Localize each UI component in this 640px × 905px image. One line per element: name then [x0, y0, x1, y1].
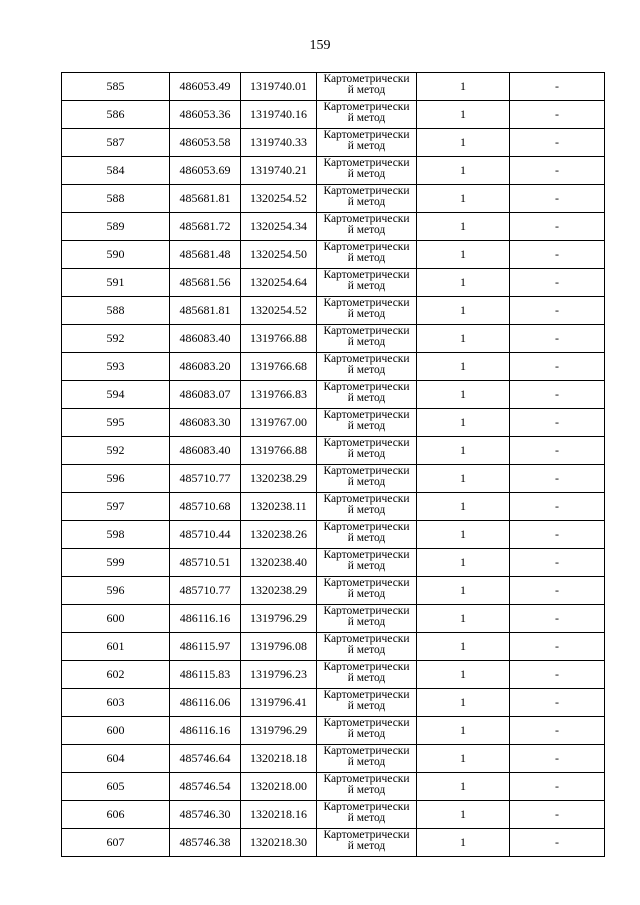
method-text-line2: й метод: [347, 196, 386, 208]
method-text-line2: й метод: [347, 616, 386, 628]
method-cell: [317, 101, 417, 129]
y-coordinate-cell: 1320238.26: [241, 521, 317, 549]
point-number-cell: 594: [62, 381, 170, 409]
accuracy-cell: 1: [417, 297, 510, 325]
x-coordinate-cell: 486053.49: [170, 73, 241, 101]
method-cell: [317, 801, 417, 829]
method-cell: [317, 773, 417, 801]
point-number-cell: 603: [62, 689, 170, 717]
point-number-cell: 591: [62, 269, 170, 297]
x-coordinate-cell: 485681.56: [170, 269, 241, 297]
method-text-line1: Картометрически: [323, 381, 410, 393]
method-text-line1: Картометрически: [323, 717, 410, 729]
method-text-line1: Картометрически: [323, 493, 410, 505]
y-coordinate-cell: 1319740.16: [241, 101, 317, 129]
method-text-line2: й метод: [347, 112, 386, 124]
accuracy-cell: 1: [417, 129, 510, 157]
method-cell: [317, 409, 417, 437]
table-row: [62, 129, 605, 157]
y-coordinate-cell: 1320254.52: [241, 297, 317, 325]
x-coordinate-cell: 485710.51: [170, 549, 241, 577]
accuracy-cell: 1: [417, 745, 510, 773]
accuracy-cell: 1: [417, 101, 510, 129]
x-coordinate-cell: 486083.07: [170, 381, 241, 409]
method-cell: [317, 353, 417, 381]
note-cell: -: [510, 101, 605, 129]
method-text-line1: Картометрически: [323, 157, 410, 169]
table-row: [62, 549, 605, 577]
method-text-line1: Картометрически: [323, 549, 410, 561]
y-coordinate-cell: 1319796.29: [241, 605, 317, 633]
table-row: [62, 577, 605, 605]
note-cell: -: [510, 689, 605, 717]
accuracy-cell: 1: [417, 717, 510, 745]
method-text-line2: й метод: [347, 560, 386, 572]
accuracy-cell: 1: [417, 157, 510, 185]
point-number-cell: 592: [62, 325, 170, 353]
method-text-line2: й метод: [347, 756, 386, 768]
point-number-cell: 588: [62, 185, 170, 213]
point-number-cell: 596: [62, 465, 170, 493]
accuracy-cell: 1: [417, 185, 510, 213]
method-text-line1: Картометрически: [323, 437, 410, 449]
method-cell: [317, 633, 417, 661]
table-row: [62, 661, 605, 689]
method-text-line2: й метод: [347, 840, 386, 852]
x-coordinate-cell: 485746.64: [170, 745, 241, 773]
note-cell: -: [510, 493, 605, 521]
accuracy-cell: 1: [417, 605, 510, 633]
method-text-line2: й метод: [347, 448, 386, 460]
table-row: [62, 353, 605, 381]
table-row: [62, 409, 605, 437]
x-coordinate-cell: 485681.81: [170, 185, 241, 213]
y-coordinate-cell: 1319740.01: [241, 73, 317, 101]
method-cell: [317, 465, 417, 493]
table-row: [62, 269, 605, 297]
method-text-line2: й метод: [347, 336, 386, 348]
y-coordinate-cell: 1319796.23: [241, 661, 317, 689]
y-coordinate-cell: 1320238.29: [241, 577, 317, 605]
x-coordinate-cell: 485710.44: [170, 521, 241, 549]
method-text-line1: Картометрически: [323, 661, 410, 673]
accuracy-cell: 1: [417, 633, 510, 661]
method-cell: [317, 73, 417, 101]
x-coordinate-cell: 485746.30: [170, 801, 241, 829]
method-text-line1: Картометрически: [323, 829, 410, 841]
x-coordinate-cell: 486053.58: [170, 129, 241, 157]
table-row: [62, 185, 605, 213]
table-row: [62, 605, 605, 633]
method-cell: [317, 577, 417, 605]
point-number-cell: 600: [62, 605, 170, 633]
table-row: [62, 493, 605, 521]
accuracy-cell: 1: [417, 689, 510, 717]
method-text-line2: й метод: [347, 728, 386, 740]
point-number-cell: 597: [62, 493, 170, 521]
method-text-line2: й метод: [347, 672, 386, 684]
method-cell: [317, 605, 417, 633]
table-row: [62, 73, 605, 101]
table-row: [62, 241, 605, 269]
method-text-line1: Картометрически: [323, 297, 410, 309]
point-number-cell: 605: [62, 773, 170, 801]
note-cell: -: [510, 577, 605, 605]
x-coordinate-cell: 486116.06: [170, 689, 241, 717]
note-cell: -: [510, 717, 605, 745]
coordinates-table: [61, 72, 605, 857]
y-coordinate-cell: 1319766.83: [241, 381, 317, 409]
method-text-line1: Картометрически: [323, 101, 410, 113]
point-number-cell: 588: [62, 297, 170, 325]
x-coordinate-cell: 486083.30: [170, 409, 241, 437]
y-coordinate-cell: 1320254.50: [241, 241, 317, 269]
point-number-cell: 587: [62, 129, 170, 157]
x-coordinate-cell: 486115.97: [170, 633, 241, 661]
note-cell: -: [510, 801, 605, 829]
y-coordinate-cell: 1319796.08: [241, 633, 317, 661]
method-text-line2: й метод: [347, 224, 386, 236]
note-cell: -: [510, 269, 605, 297]
y-coordinate-cell: 1320238.29: [241, 465, 317, 493]
method-text-line2: й метод: [347, 420, 386, 432]
x-coordinate-cell: 485681.81: [170, 297, 241, 325]
y-coordinate-cell: 1320254.52: [241, 185, 317, 213]
x-coordinate-cell: 485746.54: [170, 773, 241, 801]
point-number-cell: 598: [62, 521, 170, 549]
accuracy-cell: 1: [417, 213, 510, 241]
x-coordinate-cell: 486116.16: [170, 605, 241, 633]
point-number-cell: 584: [62, 157, 170, 185]
method-text-line1: Картометрически: [323, 241, 410, 253]
method-cell: [317, 493, 417, 521]
y-coordinate-cell: 1320218.00: [241, 773, 317, 801]
accuracy-cell: 1: [417, 829, 510, 857]
method-text-line1: Картометрически: [323, 465, 410, 477]
method-cell: [317, 129, 417, 157]
table-row: [62, 745, 605, 773]
point-number-cell: 593: [62, 353, 170, 381]
accuracy-cell: 1: [417, 241, 510, 269]
x-coordinate-cell: 486083.40: [170, 437, 241, 465]
table-row: [62, 297, 605, 325]
x-coordinate-cell: 486083.20: [170, 353, 241, 381]
y-coordinate-cell: 1319766.88: [241, 437, 317, 465]
note-cell: -: [510, 129, 605, 157]
y-coordinate-cell: 1320254.34: [241, 213, 317, 241]
method-cell: [317, 269, 417, 297]
method-cell: [317, 297, 417, 325]
method-text-line2: й метод: [347, 784, 386, 796]
method-text-line2: й метод: [347, 308, 386, 320]
method-text-line1: Картометрически: [323, 605, 410, 617]
table-row: [62, 213, 605, 241]
point-number-cell: 602: [62, 661, 170, 689]
method-text-line2: й метод: [347, 280, 386, 292]
note-cell: -: [510, 297, 605, 325]
x-coordinate-cell: 486115.83: [170, 661, 241, 689]
x-coordinate-cell: 485710.77: [170, 465, 241, 493]
method-text-line1: Картометрически: [323, 633, 410, 645]
method-cell: [317, 521, 417, 549]
note-cell: -: [510, 185, 605, 213]
accuracy-cell: 1: [417, 521, 510, 549]
x-coordinate-cell: 485746.38: [170, 829, 241, 857]
note-cell: -: [510, 773, 605, 801]
accuracy-cell: 1: [417, 773, 510, 801]
table-row: [62, 325, 605, 353]
accuracy-cell: 1: [417, 409, 510, 437]
method-cell: [317, 829, 417, 857]
method-text-line2: й метод: [347, 504, 386, 516]
method-text-line1: Картометрически: [323, 745, 410, 757]
method-text-line2: й метод: [347, 252, 386, 264]
y-coordinate-cell: 1320218.30: [241, 829, 317, 857]
y-coordinate-cell: 1319796.29: [241, 717, 317, 745]
method-text-line2: й метод: [347, 364, 386, 376]
method-text-line1: Картометрически: [323, 409, 410, 421]
x-coordinate-cell: 485710.77: [170, 577, 241, 605]
method-text-line1: Картометрически: [323, 773, 410, 785]
table-row: [62, 829, 605, 857]
note-cell: -: [510, 437, 605, 465]
accuracy-cell: 1: [417, 381, 510, 409]
method-text-line2: й метод: [347, 476, 386, 488]
method-cell: [317, 689, 417, 717]
method-cell: [317, 157, 417, 185]
note-cell: -: [510, 381, 605, 409]
note-cell: -: [510, 353, 605, 381]
method-text-line1: Картометрически: [323, 129, 410, 141]
accuracy-cell: 1: [417, 549, 510, 577]
method-text-line1: Картометрически: [323, 213, 410, 225]
table-row: [62, 801, 605, 829]
point-number-cell: 585: [62, 73, 170, 101]
x-coordinate-cell: 486083.40: [170, 325, 241, 353]
table-row: [62, 633, 605, 661]
method-text-line2: й метод: [347, 588, 386, 600]
method-cell: [317, 745, 417, 773]
accuracy-cell: 1: [417, 353, 510, 381]
y-coordinate-cell: 1320254.64: [241, 269, 317, 297]
x-coordinate-cell: 485681.48: [170, 241, 241, 269]
coordinates-table-body: [62, 73, 605, 857]
method-text-line1: Картометрически: [323, 577, 410, 589]
note-cell: -: [510, 325, 605, 353]
note-cell: -: [510, 549, 605, 577]
y-coordinate-cell: 1319740.33: [241, 129, 317, 157]
x-coordinate-cell: 485710.68: [170, 493, 241, 521]
accuracy-cell: 1: [417, 437, 510, 465]
accuracy-cell: 1: [417, 465, 510, 493]
note-cell: -: [510, 157, 605, 185]
method-cell: [317, 717, 417, 745]
note-cell: -: [510, 829, 605, 857]
method-text-line1: Картометрически: [323, 185, 410, 197]
table-row: [62, 689, 605, 717]
method-cell: [317, 549, 417, 577]
table-row: [62, 381, 605, 409]
table-row: [62, 101, 605, 129]
y-coordinate-cell: 1320238.11: [241, 493, 317, 521]
point-number-cell: 596: [62, 577, 170, 605]
point-number-cell: 600: [62, 717, 170, 745]
point-number-cell: 604: [62, 745, 170, 773]
table-row: [62, 773, 605, 801]
note-cell: -: [510, 633, 605, 661]
method-text-line1: Картометрически: [323, 269, 410, 281]
method-text-line2: й метод: [347, 700, 386, 712]
method-cell: [317, 241, 417, 269]
note-cell: -: [510, 465, 605, 493]
method-cell: [317, 437, 417, 465]
accuracy-cell: 1: [417, 269, 510, 297]
accuracy-cell: 1: [417, 325, 510, 353]
y-coordinate-cell: 1320218.16: [241, 801, 317, 829]
y-coordinate-cell: 1319766.68: [241, 353, 317, 381]
method-text-line2: й метод: [347, 532, 386, 544]
point-number-cell: 599: [62, 549, 170, 577]
note-cell: -: [510, 73, 605, 101]
y-coordinate-cell: 1319796.41: [241, 689, 317, 717]
method-text-line2: й метод: [347, 168, 386, 180]
note-cell: -: [510, 409, 605, 437]
method-text-line2: й метод: [347, 140, 386, 152]
method-text-line2: й метод: [347, 644, 386, 656]
point-number-cell: 595: [62, 409, 170, 437]
accuracy-cell: 1: [417, 493, 510, 521]
table-row: [62, 717, 605, 745]
method-cell: [317, 661, 417, 689]
accuracy-cell: 1: [417, 801, 510, 829]
note-cell: -: [510, 605, 605, 633]
method-text-line1: Картометрически: [323, 521, 410, 533]
x-coordinate-cell: 486116.16: [170, 717, 241, 745]
method-cell: [317, 325, 417, 353]
table-row: [62, 157, 605, 185]
y-coordinate-cell: 1320218.18: [241, 745, 317, 773]
x-coordinate-cell: 486053.36: [170, 101, 241, 129]
method-cell: [317, 185, 417, 213]
method-text-line2: й метод: [347, 84, 386, 96]
table-row: [62, 437, 605, 465]
table-row: [62, 465, 605, 493]
method-text-line1: Картометрически: [323, 73, 410, 85]
x-coordinate-cell: 485681.72: [170, 213, 241, 241]
point-number-cell: 606: [62, 801, 170, 829]
method-text-line1: Картометрически: [323, 325, 410, 337]
note-cell: -: [510, 241, 605, 269]
note-cell: -: [510, 521, 605, 549]
y-coordinate-cell: 1319766.88: [241, 325, 317, 353]
method-cell: [317, 213, 417, 241]
table-row: [62, 521, 605, 549]
y-coordinate-cell: 1319767.00: [241, 409, 317, 437]
point-number-cell: 586: [62, 101, 170, 129]
point-number-cell: 589: [62, 213, 170, 241]
x-coordinate-cell: 486053.69: [170, 157, 241, 185]
accuracy-cell: 1: [417, 577, 510, 605]
method-cell: [317, 381, 417, 409]
method-text-line2: й метод: [347, 812, 386, 824]
accuracy-cell: 1: [417, 73, 510, 101]
note-cell: -: [510, 661, 605, 689]
y-coordinate-cell: 1319740.21: [241, 157, 317, 185]
note-cell: -: [510, 213, 605, 241]
page-number: 159: [309, 38, 331, 53]
y-coordinate-cell: 1320238.40: [241, 549, 317, 577]
point-number-cell: 607: [62, 829, 170, 857]
note-cell: -: [510, 745, 605, 773]
point-number-cell: 592: [62, 437, 170, 465]
method-text-line1: Картометрически: [323, 353, 410, 365]
point-number-cell: 601: [62, 633, 170, 661]
method-text-line1: Картометрически: [323, 689, 410, 701]
point-number-cell: 590: [62, 241, 170, 269]
method-text-line2: й метод: [347, 392, 386, 404]
accuracy-cell: 1: [417, 661, 510, 689]
method-text-line1: Картометрически: [323, 801, 410, 813]
